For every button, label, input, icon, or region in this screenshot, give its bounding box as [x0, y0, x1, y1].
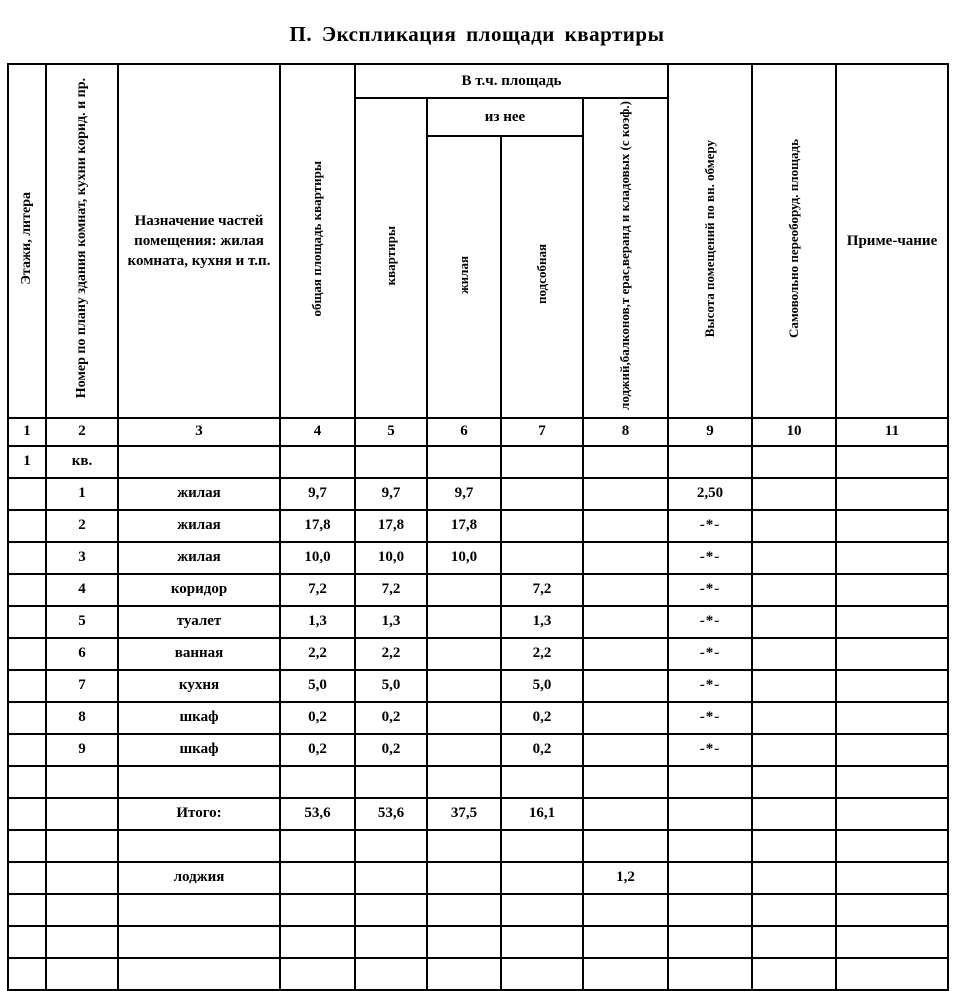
- cell-flat-area: 9,7: [355, 478, 427, 510]
- column-number-row: [8, 418, 948, 446]
- flat-floor-value: 1: [8, 446, 46, 478]
- cell-unauthorized: [752, 478, 836, 510]
- header-cell-group-of-which: из нее: [427, 98, 583, 136]
- cell-balcony-area: [583, 478, 668, 510]
- cell-note: [836, 894, 948, 926]
- cell-purpose: шкаф: [118, 734, 280, 766]
- cell-total-area: 7,2: [280, 574, 355, 606]
- cell-note: [836, 574, 948, 606]
- cell-total-area: [280, 766, 355, 798]
- cell-number: 7: [46, 670, 118, 702]
- cell-total-area: 5,0: [280, 670, 355, 702]
- header-plan-number-label: Номер по плану здания комнат, кухни корид. и пр.: [73, 78, 89, 399]
- page-title: П. Экспликация площади квартиры: [289, 22, 665, 46]
- column-number-9: 9: [668, 418, 752, 446]
- cell-floor: [8, 830, 46, 862]
- table-row: [8, 702, 948, 734]
- cell-unauthorized: [752, 574, 836, 606]
- table-row: [8, 510, 948, 542]
- cell-height: -*-: [668, 638, 752, 670]
- cell-utility-area: [501, 894, 583, 926]
- table-row: [8, 478, 948, 510]
- cell-total-area: [280, 862, 355, 894]
- totals-row: [8, 798, 948, 830]
- cell-flat-area: [355, 830, 427, 862]
- cell-unauthorized: [752, 606, 836, 638]
- cell-flat-area: [355, 862, 427, 894]
- flat-balcony: [583, 446, 668, 478]
- cell-floor: [8, 510, 46, 542]
- flat-total: [280, 446, 355, 478]
- header-cell-floor: [8, 64, 46, 418]
- cell-floor: [8, 958, 46, 990]
- table-row: [8, 766, 948, 798]
- cell-height: -*-: [668, 542, 752, 574]
- cell-utility-area: [501, 926, 583, 958]
- cell-number: 3: [46, 542, 118, 574]
- explication-table: [7, 63, 949, 991]
- cell-number: [46, 862, 118, 894]
- cell-floor: [8, 542, 46, 574]
- table-row: [8, 638, 948, 670]
- cell-purpose: кухня: [118, 670, 280, 702]
- cell-unauthorized: [752, 958, 836, 990]
- cell-flat-area: 0,2: [355, 734, 427, 766]
- loggia-row: [8, 862, 948, 894]
- cell-height: [668, 926, 752, 958]
- cell-balcony-area: [583, 734, 668, 766]
- cell-balcony-area: [583, 958, 668, 990]
- column-number-4: 4: [280, 418, 355, 446]
- cell-note: [836, 734, 948, 766]
- cell-height: [668, 798, 752, 830]
- table-row: [8, 606, 948, 638]
- cell-purpose: жилая: [118, 542, 280, 574]
- cell-utility-area: 0,2: [501, 734, 583, 766]
- cell-height: -*-: [668, 702, 752, 734]
- cell-flat-area: 53,6: [355, 798, 427, 830]
- cell-flat-area: [355, 894, 427, 926]
- cell-note: [836, 542, 948, 574]
- cell-note: [836, 862, 948, 894]
- header-cell-group-area: В т.ч. площадь: [355, 64, 668, 98]
- header-cell-utility: [501, 136, 583, 418]
- flat-purpose: [118, 446, 280, 478]
- cell-height: [668, 766, 752, 798]
- cell-balcony-area: [583, 510, 668, 542]
- cell-living-area: [427, 862, 501, 894]
- cell-flat-area: 2,2: [355, 638, 427, 670]
- cell-floor: [8, 702, 46, 734]
- header-cell-unauthorized: [752, 64, 836, 418]
- cell-balcony-area: [583, 766, 668, 798]
- cell-number: [46, 798, 118, 830]
- cell-utility-area: 0,2: [501, 702, 583, 734]
- cell-flat-area: 17,8: [355, 510, 427, 542]
- column-number-3: 3: [118, 418, 280, 446]
- cell-flat-area: [355, 958, 427, 990]
- cell-purpose: [118, 894, 280, 926]
- cell-total-area: [280, 830, 355, 862]
- cell-purpose: лоджия: [118, 862, 280, 894]
- column-number-8: 8: [583, 418, 668, 446]
- cell-unauthorized: [752, 894, 836, 926]
- cell-balcony-area: [583, 606, 668, 638]
- cell-balcony-area: [583, 542, 668, 574]
- header-balcony-label: лоджий,балконов,т ерас,веранд и кладовых (с коэф.): [617, 101, 633, 410]
- cell-living-area: [427, 606, 501, 638]
- flat-living: [427, 446, 501, 478]
- cell-number: [46, 830, 118, 862]
- cell-note: [836, 926, 948, 958]
- cell-balcony-area: [583, 926, 668, 958]
- cell-total-area: 1,3: [280, 606, 355, 638]
- cell-number: 8: [46, 702, 118, 734]
- cell-living-area: [427, 766, 501, 798]
- cell-unauthorized: [752, 830, 836, 862]
- cell-number: [46, 766, 118, 798]
- cell-balcony-area: [583, 894, 668, 926]
- column-number-7: 7: [501, 418, 583, 446]
- cell-balcony-area: [583, 638, 668, 670]
- flat-note: [836, 446, 948, 478]
- header-cell-height: [668, 64, 752, 418]
- cell-floor: [8, 734, 46, 766]
- cell-utility-area: 5,0: [501, 670, 583, 702]
- cell-living-area: [427, 894, 501, 926]
- header-living-label: жилая: [455, 255, 471, 294]
- cell-total-area: [280, 894, 355, 926]
- cell-living-area: [427, 734, 501, 766]
- cell-total-area: 2,2: [280, 638, 355, 670]
- cell-note: [836, 702, 948, 734]
- table-row: [8, 574, 948, 606]
- cell-height: [668, 862, 752, 894]
- cell-living-area: [427, 670, 501, 702]
- cell-purpose: [118, 830, 280, 862]
- cell-living-area: [427, 926, 501, 958]
- cell-note: [836, 830, 948, 862]
- table-row: [8, 958, 948, 990]
- cell-total-area: 17,8: [280, 510, 355, 542]
- cell-note: [836, 606, 948, 638]
- cell-number: 6: [46, 638, 118, 670]
- column-number-11: 11: [836, 418, 948, 446]
- table-row: [8, 894, 948, 926]
- cell-flat-area: [355, 766, 427, 798]
- cell-living-area: 10,0: [427, 542, 501, 574]
- cell-utility-area: [501, 542, 583, 574]
- table-row: [8, 734, 948, 766]
- cell-note: [836, 510, 948, 542]
- header-cell-flat-area: [355, 98, 427, 418]
- cell-floor: [8, 926, 46, 958]
- cell-living-area: [427, 638, 501, 670]
- flat-height: [668, 446, 752, 478]
- cell-number: 1: [46, 478, 118, 510]
- cell-floor: [8, 766, 46, 798]
- cell-utility-area: 1,3: [501, 606, 583, 638]
- cell-height: -*-: [668, 606, 752, 638]
- cell-note: [836, 798, 948, 830]
- flat-unauthorized: [752, 446, 836, 478]
- header-row-1: [8, 64, 948, 98]
- cell-note: [836, 958, 948, 990]
- cell-unauthorized: [752, 510, 836, 542]
- cell-living-area: 17,8: [427, 510, 501, 542]
- cell-purpose: [118, 958, 280, 990]
- column-number-6: 6: [427, 418, 501, 446]
- cell-utility-area: [501, 830, 583, 862]
- cell-height: [668, 958, 752, 990]
- cell-living-area: 37,5: [427, 798, 501, 830]
- cell-number: 9: [46, 734, 118, 766]
- cell-balcony-area: 1,2: [583, 862, 668, 894]
- cell-floor: [8, 478, 46, 510]
- cell-height: -*-: [668, 574, 752, 606]
- header-cell-purpose: Назначение частей помещения: жилая комната, кухня и т.п.: [118, 64, 280, 418]
- cell-note: [836, 766, 948, 798]
- cell-number: [46, 894, 118, 926]
- cell-number: 2: [46, 510, 118, 542]
- cell-purpose: ванная: [118, 638, 280, 670]
- header-cell-note: Приме-чание: [836, 64, 948, 418]
- cell-total-area: [280, 958, 355, 990]
- cell-purpose: Итого:: [118, 798, 280, 830]
- header-height-label: Высота помещений по вн. обмеру: [701, 139, 717, 338]
- table-row: [8, 926, 948, 958]
- cell-utility-area: [501, 766, 583, 798]
- cell-utility-area: 2,2: [501, 638, 583, 670]
- cell-unauthorized: [752, 798, 836, 830]
- table-row: [8, 670, 948, 702]
- cell-utility-area: [501, 510, 583, 542]
- cell-balcony-area: [583, 574, 668, 606]
- flat-label: кв.: [46, 446, 118, 478]
- cell-living-area: [427, 958, 501, 990]
- cell-total-area: [280, 926, 355, 958]
- header-cell-total-area: [280, 64, 355, 418]
- cell-utility-area: [501, 862, 583, 894]
- table-row: [8, 542, 948, 574]
- cell-flat-area: [355, 926, 427, 958]
- cell-height: -*-: [668, 734, 752, 766]
- cell-floor: [8, 574, 46, 606]
- cell-purpose: жилая: [118, 478, 280, 510]
- cell-unauthorized: [752, 926, 836, 958]
- cell-balcony-area: [583, 798, 668, 830]
- column-number-1: 1: [8, 418, 46, 446]
- cell-height: [668, 830, 752, 862]
- cell-height: [668, 894, 752, 926]
- cell-purpose: коридор: [118, 574, 280, 606]
- cell-purpose: [118, 766, 280, 798]
- header-flat-area-label: квартиры: [382, 225, 398, 286]
- header-unauthorized-label: Самовольно переоборуд. площадь: [785, 138, 801, 338]
- cell-unauthorized: [752, 734, 836, 766]
- cell-balcony-area: [583, 830, 668, 862]
- cell-floor: [8, 798, 46, 830]
- cell-note: [836, 478, 948, 510]
- flat-header-row: [8, 446, 948, 478]
- cell-flat-area: 0,2: [355, 702, 427, 734]
- cell-living-area: [427, 830, 501, 862]
- cell-number: [46, 926, 118, 958]
- column-number-10: 10: [752, 418, 836, 446]
- column-number-2: 2: [46, 418, 118, 446]
- cell-floor: [8, 606, 46, 638]
- cell-total-area: 0,2: [280, 734, 355, 766]
- table-row: [8, 830, 948, 862]
- column-number-5: 5: [355, 418, 427, 446]
- cell-utility-area: 16,1: [501, 798, 583, 830]
- cell-total-area: 10,0: [280, 542, 355, 574]
- cell-unauthorized: [752, 862, 836, 894]
- cell-balcony-area: [583, 670, 668, 702]
- flat-flat: [355, 446, 427, 478]
- cell-unauthorized: [752, 638, 836, 670]
- cell-purpose: жилая: [118, 510, 280, 542]
- header-cell-living: [427, 136, 501, 418]
- cell-purpose: шкаф: [118, 702, 280, 734]
- cell-utility-area: [501, 958, 583, 990]
- cell-total-area: 53,6: [280, 798, 355, 830]
- cell-number: 5: [46, 606, 118, 638]
- cell-unauthorized: [752, 542, 836, 574]
- flat-utility: [501, 446, 583, 478]
- cell-utility-area: 7,2: [501, 574, 583, 606]
- cell-flat-area: 5,0: [355, 670, 427, 702]
- cell-floor: [8, 862, 46, 894]
- cell-purpose: туалет: [118, 606, 280, 638]
- cell-living-area: [427, 702, 501, 734]
- cell-unauthorized: [752, 766, 836, 798]
- cell-floor: [8, 670, 46, 702]
- cell-flat-area: 10,0: [355, 542, 427, 574]
- cell-number: [46, 958, 118, 990]
- cell-height: 2,50: [668, 478, 752, 510]
- cell-living-area: [427, 574, 501, 606]
- header-utility-label: подсобная: [533, 244, 549, 305]
- cell-unauthorized: [752, 670, 836, 702]
- cell-note: [836, 670, 948, 702]
- cell-floor: [8, 638, 46, 670]
- cell-utility-area: [501, 478, 583, 510]
- cell-living-area: 9,7: [427, 478, 501, 510]
- cell-purpose: [118, 926, 280, 958]
- cell-height: -*-: [668, 670, 752, 702]
- cell-height: -*-: [668, 510, 752, 542]
- cell-note: [836, 638, 948, 670]
- cell-flat-area: 7,2: [355, 574, 427, 606]
- cell-unauthorized: [752, 702, 836, 734]
- header-cell-balcony: [583, 98, 668, 418]
- cell-number: 4: [46, 574, 118, 606]
- cell-balcony-area: [583, 702, 668, 734]
- cell-floor: [8, 894, 46, 926]
- cell-total-area: 9,7: [280, 478, 355, 510]
- header-total-area-label: общая площадь квартиры: [309, 160, 325, 317]
- cell-total-area: 0,2: [280, 702, 355, 734]
- header-cell-plan-number: [46, 64, 118, 418]
- header-floor-label: Этажи, литера: [18, 192, 34, 285]
- cell-flat-area: 1,3: [355, 606, 427, 638]
